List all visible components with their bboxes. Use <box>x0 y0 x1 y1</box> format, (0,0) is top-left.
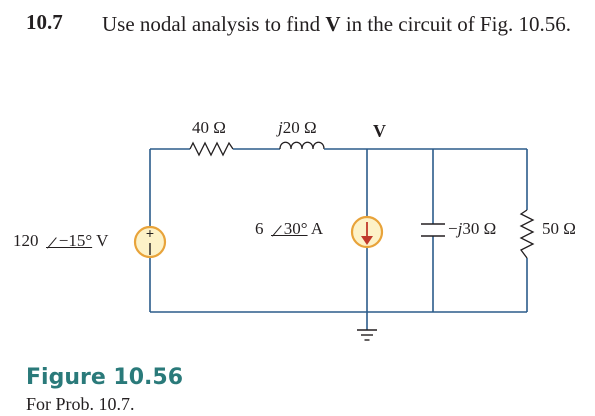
problem-number: 10.7 <box>26 10 63 34</box>
label-inductor-j: j <box>278 118 283 137</box>
label-inductor-value: 20 Ω <box>282 118 317 137</box>
voltage-angle: −15° <box>43 231 92 251</box>
label-voltage-source <box>13 231 108 251</box>
current-angle: 30° <box>268 219 308 239</box>
inductor-j20-ohm <box>280 142 324 149</box>
label-resistor-50: 50 Ω <box>542 219 576 238</box>
label-capacitor-j: j <box>457 219 463 238</box>
problem-text-suffix: in the circuit of Fig. 10.56. <box>340 12 571 36</box>
figure-title: Figure 10.56 <box>26 365 183 390</box>
voltage-unit: V <box>96 231 109 250</box>
label-capacitor-value: 30 Ω <box>462 219 497 238</box>
ground-symbol <box>357 330 377 340</box>
svg-text:+: + <box>145 225 155 241</box>
current-source <box>352 217 382 247</box>
voltage-source <box>135 225 165 257</box>
label-current-source <box>255 219 323 239</box>
label-inductor <box>278 118 317 138</box>
current-magnitude: 6 <box>255 219 264 238</box>
figure-caption: For Prob. 10.7. <box>26 394 135 414</box>
label-capacitor <box>448 219 496 239</box>
node-v-label: V <box>373 121 386 141</box>
resistor-40-ohm <box>190 143 233 155</box>
problem-text-prefix: Use nodal analysis to find <box>102 12 326 36</box>
voltage-magnitude: 120 <box>13 231 39 250</box>
capacitor <box>421 224 445 236</box>
label-capacitor-neg: − <box>448 219 458 238</box>
resistor-50-ohm <box>521 210 533 258</box>
problem-variable: V <box>325 12 341 36</box>
current-unit: A <box>310 219 324 238</box>
label-resistor-40: 40 Ω <box>192 118 226 137</box>
